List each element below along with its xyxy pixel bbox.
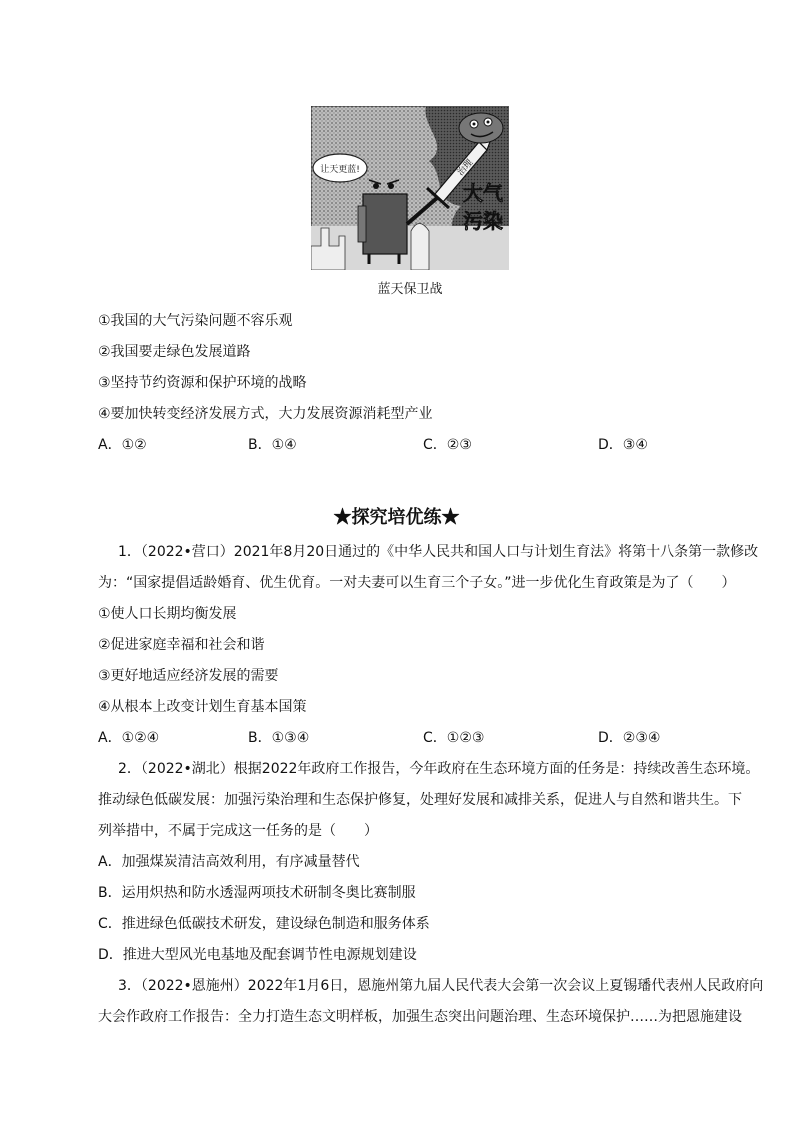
q0-item-1: ①我国的大气污染问题不容乐观 xyxy=(98,313,293,329)
pollution-text-2: 污染 xyxy=(463,209,503,233)
q2-choice-b[interactable]: B．运用炽热和防水透湿两项技术研制冬奥比赛制服 xyxy=(98,885,416,901)
q1-option-d[interactable]: D．②③④ xyxy=(598,730,661,746)
q2-choice-c[interactable]: C．推进绿色低碳技术研发，建设绿色制造和服务体系 xyxy=(98,916,430,932)
q0-item-4: ④要加快转变经济发展方式，大力发展资源消耗型产业 xyxy=(98,406,433,422)
q1-stem-line-2: 为：“国家提倡适龄婚育、优生优育。一对夫妻可以生育三个子女。”进一步优化生育政策是为了（ ） xyxy=(98,575,736,591)
character-body xyxy=(363,194,407,254)
q1-item-1: ①使人口长期均衡发展 xyxy=(98,606,237,622)
q1-options xyxy=(98,728,698,748)
blue-sky-cartoon xyxy=(311,106,509,270)
q0-option-d[interactable]: D．③④ xyxy=(598,437,648,453)
q1-item-2: ②促进家庭幸福和社会和谐 xyxy=(98,637,265,653)
q1-option-b[interactable]: B．①③④ xyxy=(248,730,310,746)
q0-option-c[interactable]: C．②③ xyxy=(423,437,472,453)
q0-options xyxy=(98,435,698,455)
pollution-monster-face xyxy=(459,113,503,143)
q1-item-4: ④从根本上改变计划生育基本国策 xyxy=(98,699,307,715)
q3-stem-line-2: 大会作政府工作报告：全力打造生态文明样板，加强生态突出问题治理、生态环境保护……为把恩施建设 xyxy=(98,1009,742,1025)
section-title: ★探究培优练★ xyxy=(333,507,460,528)
q1-option-c[interactable]: C．①②③ xyxy=(423,730,485,746)
q1-item-3: ③更好地适应经济发展的需要 xyxy=(98,668,279,684)
speech-bubble-text: 让天更蓝! xyxy=(320,165,360,175)
q3-stem-line-1: 3．（2022•恩施州）2022年1月6日，恩施州第九届人民代表大会第一次会议上夏锡璠代表州人民政府向 xyxy=(118,978,764,994)
q2-choice-d[interactable]: D．推进大型风光电基地及配套调节性电源规划建设 xyxy=(98,947,417,963)
q2-stem-line-2: 推动绿色低碳发展：加强污染治理和生态保护修复，处理好发展和减排关系，促进人与自然和谐共生。下 xyxy=(98,792,742,808)
q2-stem-line-1: 2．（2022•湖北）根据2022年政府工作报告，今年政府在生态环境方面的任务是：持续改善生态环境。 xyxy=(118,761,760,777)
pollution-text-1: 大气 xyxy=(463,181,503,205)
image-caption: 蓝天保卫战 xyxy=(377,282,443,297)
q0-item-2: ②我国要走绿色发展道路 xyxy=(98,344,251,360)
q2-stem-line-3: 列举措中，不属于完成这一任务的是（ ） xyxy=(98,823,378,839)
q0-option-b[interactable]: B．①④ xyxy=(248,437,297,453)
q2-choice-a[interactable]: A．加强煤炭清洁高效利用，有序减量替代 xyxy=(98,854,360,870)
q0-item-3: ③坚持节约资源和保护环境的战略 xyxy=(98,375,307,391)
q0-option-a[interactable]: A．①② xyxy=(98,437,147,453)
sword-text: 治理 xyxy=(455,157,476,179)
q1-option-a[interactable]: A．①②④ xyxy=(98,730,160,746)
q1-stem-line-1: 1．（2022•营口）2021年8月20日通过的《中华人民共和国人口与计划生育法》将第十八条第一款修改 xyxy=(118,544,759,560)
